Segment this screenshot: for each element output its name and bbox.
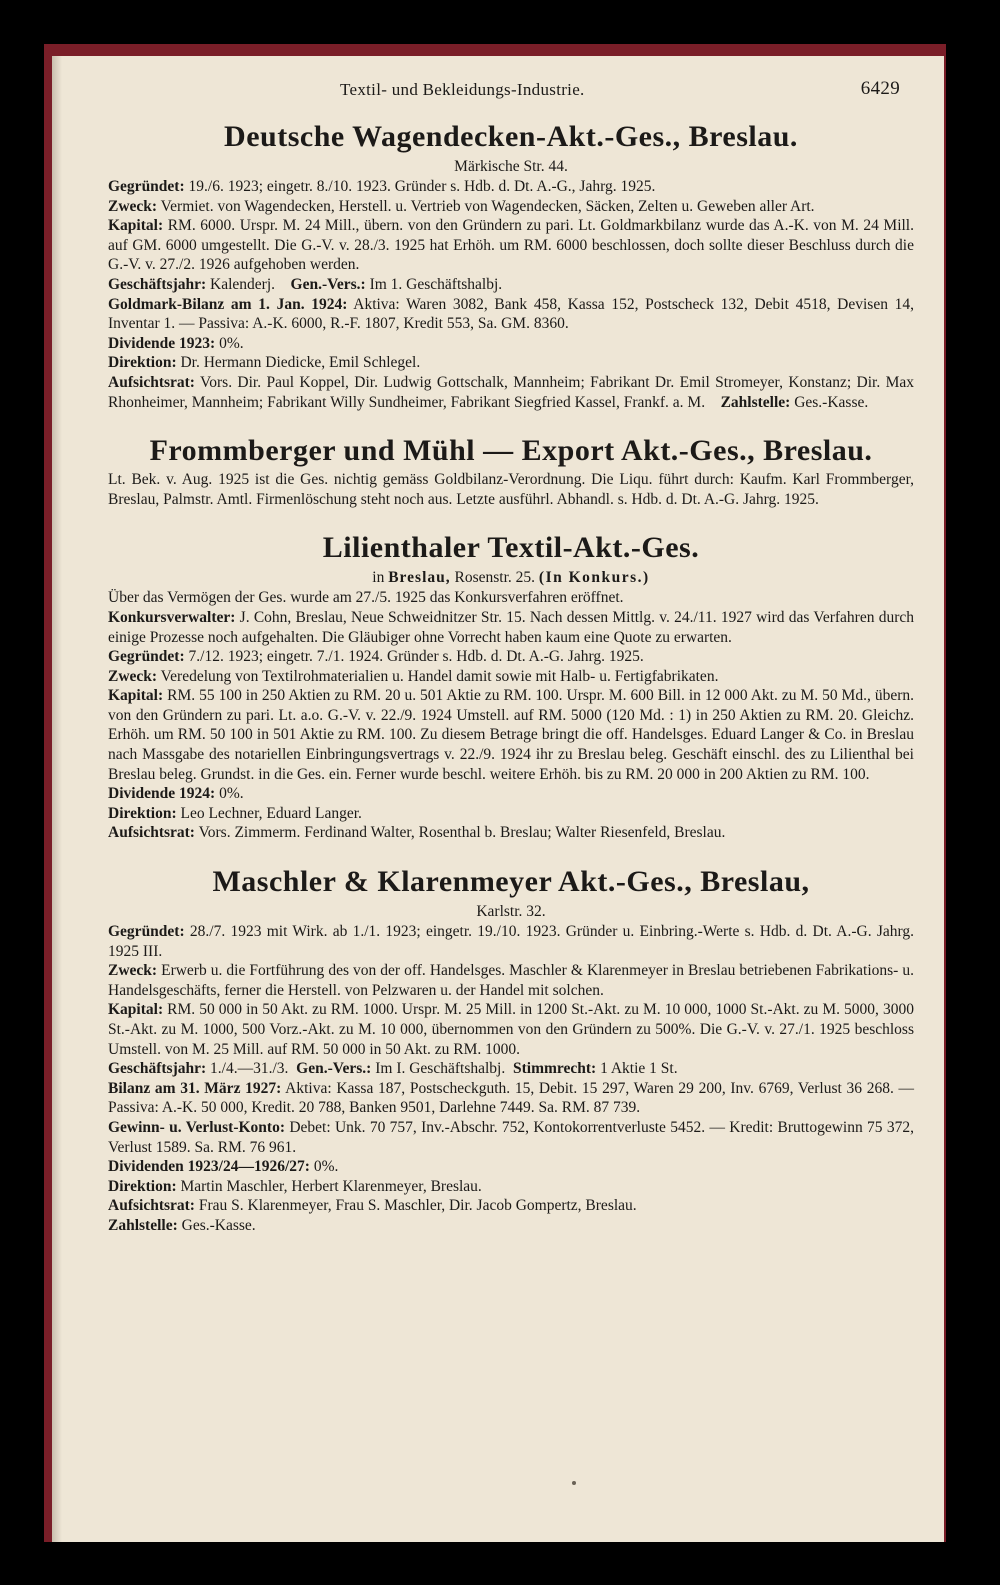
entry-label: Stimmrecht: — [512, 1060, 597, 1078]
entry-paying-agent — [108, 1216, 914, 1236]
entry-label: Zweck: — [108, 962, 158, 980]
entry-label: Direktion: — [108, 354, 177, 372]
entry-supervisory-board — [108, 373, 918, 412]
entry-notice: Über das Vermögen der Ges. wurde am 27./5. 1925 das Konkursverfahren eröffnet. — [108, 589, 624, 607]
entry-label: Geschäftsjahr: — [108, 275, 207, 293]
entry-label: Kapital: — [108, 1001, 164, 1019]
running-header — [108, 78, 914, 104]
entry-text: Vors. Zimmerm. Ferdinand Walter, Rosenthal b. Breslau; Walter Riesenfeld, Breslau. — [194, 824, 726, 842]
company-name: Deutsche Wagendecken-Akt.-Ges., Breslau. — [224, 120, 798, 153]
entry-text: 1./4.—31./3. — [206, 1060, 297, 1078]
entry-text: 0%. — [215, 334, 244, 352]
entry-label: Dividenden 1923/24—1926/27: — [108, 1158, 310, 1176]
entry-text: 1 Aktie 1 St. — [596, 1060, 678, 1078]
entry-label: Geschäftsjahr: — [108, 1060, 207, 1078]
entry-text: Leo Lechner, Eduard Langer. — [176, 804, 362, 822]
company-name: Maschler & Klarenmeyer Akt.-Ges., Breslau, — [212, 865, 810, 899]
entry-text: Ges.-Kasse. — [177, 1216, 256, 1234]
company-entry — [108, 120, 918, 412]
entry-label: Gegründet: — [108, 648, 185, 666]
entry-text: Aktiva: Waren 3082, Bank 458, Kassa 152, Postscheck 132, Debit 4518, Devisen 14, Inventar 1. — Passiva: A.-K. 6000, R.-F. 1807, Kredit 553, Sa. GM. 8360. — [108, 295, 914, 333]
entry-text: Im 1. Geschäftshalbj. — [365, 275, 503, 293]
entry-label: Gen.-Vers.: — [296, 1060, 372, 1078]
entry-text: Veredelung von Textilrohmaterialien u. Handel damit sowie mit Halb- u. Fertigfabrikaten. — [157, 667, 719, 685]
page-edge-shadow — [52, 56, 62, 1542]
address-city: Breslau, — [388, 569, 451, 587]
address-street: Rosenstr. 25. — [450, 569, 539, 587]
entry-text: J. Cohn, Breslau, Neue Schweidnitzer Str. 15. Nach dessen Mittlg. v. 24./11. 1927 wird das Verfahren durch einige Prozesse noch aufgehalten. Die Gläubiger ohne Vorrecht haben kaum eine Quote zu erwarten. — [108, 608, 914, 646]
entry-receiver — [108, 608, 914, 647]
entry-label: Bilanz am 31. März 1927: — [108, 1079, 282, 1097]
entry-label: Zahlstelle: — [720, 393, 791, 411]
entry-directors — [108, 353, 914, 373]
entry-purpose — [108, 197, 914, 217]
entry-directors — [108, 1177, 914, 1197]
entry-text: Ges.-Kasse. — [790, 393, 869, 411]
entry-purpose — [108, 667, 914, 687]
company-address — [108, 567, 914, 588]
entry-directors — [108, 804, 914, 824]
page-number: 6429 — [860, 78, 900, 99]
entry-text: Debet: Unk. 70 757, Inv.-Abschr. 752, Kontokorrentverluste 5452. — Kredit: Bruttogewinn 75 372, Verlust 1589. Sa. RM. 76 961. — [108, 1118, 914, 1156]
entry-label: Direktion: — [108, 804, 177, 822]
entry-notice: Lt. Bek. v. Aug. 1925 ist die Ges. nichtig gemäss Goldbilanz-Verordnung. Die Liqu. führt durch: Kaufm. Karl Frommberger, Breslau, Palmstr. Amtl. Firmenlöschung steht noch aus. Letzte ausführl. Abhandl. s. Hdb. d. Dt. A.-G. Jahrg. 1925. — [108, 471, 914, 508]
entry-text: Erwerb u. die Fortführung des von der off. Handelsges. Maschler & Klarenmeyer in Breslau betriebenen Fabrikations- u. Handelsgeschäfts, ferner die Herstell. von Pelzwaren u. der Handel mit solchen. — [108, 962, 914, 999]
running-title: Textil- und Bekleidungs-Industrie. — [340, 80, 585, 99]
entry-profit-loss — [108, 1118, 914, 1157]
entry-text: Aktiva: Kassa 187, Postscheckguth. 15, Debit. 15 297, Waren 29 200, Inv. 6769, Verlust 36 268. — Passiva: A.-K. 50 000, Kredit. 20 788, Banken 9501, Darlehne 7449. Sa. RM. 87 739. — [108, 1079, 915, 1117]
entry-balance — [108, 1079, 914, 1118]
entry-label: Goldmark-Bilanz am 1. Jan. 1924: — [108, 295, 348, 313]
status-badge: (In Konkurs.) — [538, 569, 650, 587]
entry-text: 19./6. 1923; eingetr. 8./10. 1923. Gründer s. Hdb. d. Dt. A.-G., Jahrg. 1925. — [184, 178, 656, 195]
entry-fiscal-year — [108, 1059, 914, 1079]
entry-label: Kapital: — [108, 217, 164, 235]
company-address: Karlstr. 32. — [476, 903, 546, 921]
entry-founded — [108, 647, 914, 667]
book-page — [52, 56, 944, 1542]
address-prefix: in — [372, 569, 389, 587]
entry-text: 28./7. 1923 mit Wirk. ab 1./1. 1923; eingetr. 19./10. 1923. Gründer u. Einbring.-Werte s. Hdb. d. Dt. A.-G. Jahrg. 1925 III. — [108, 923, 914, 960]
entry-text: 0%. — [309, 1158, 339, 1176]
entry-label: Zweck: — [108, 667, 158, 685]
entry-text: Im I. Geschäftshalbj. — [371, 1060, 513, 1078]
entry-balance — [108, 295, 914, 334]
entry-dividend — [108, 1157, 914, 1177]
company-entry — [108, 865, 914, 1236]
entry-text: RM. 6000. Urspr. M. 24 Mill., übern. von den Gründern zu pari. Lt. Goldmarkbilanz wurde das A.-K. von M. 24 Mill. auf GM. 6000 umgestellt. Die G.-V. v. 28./3. 1925 hat Erhöh. um RM. 6000 beschlossen, doch sollte dieser Beschluss durch die G.-V. v. 27./2. 1926 aufgehoben werden. — [108, 217, 914, 274]
entry-text: RM. 55 100 in 250 Aktien zu RM. 20 u. 501 Aktie zu RM. 100. Urspr. M. 600 Bill. in 12 000 Akt. zu M. 50 Md., übern. von den Gründern zu pari. Lt. a.o. G.-V. v. 22./9. 1924 Umstell. auf RM. 5000 (120 Md. : 1) in 250 Aktien zu RM. 20. Gleichz. Erhöh. um RM. 50 100 in 501 Aktie zu RM. 100. Zu diesem Betrage bringt die off. Handelsges. Eduard Langer & Co. in Breslau nach Massgabe des notariellen Einbringungsvertrags v. 22./9. 1924 ihr zu Breslau beleg. Geschäft einschl. des zu Lilienthal bei Breslau beleg. Grundst. in die Ges. ein. Ferner wurde beschl. weitere Erhöh. bis zu RM. 20 000 in 200 Aktien zu RM. 100. — [108, 687, 914, 783]
entry-label: Gegründet: — [108, 178, 185, 195]
entry-text: Dr. Hermann Diedicke, Emil Schlegel. — [176, 354, 421, 372]
entry-founded — [108, 177, 914, 197]
entry-fiscal-year — [108, 275, 914, 295]
company-entry — [108, 434, 914, 509]
entry-text: Vermiet. von Wagendecken, Herstell. u. Vertrieb von Wagendecken, Säcken, Zelten u. Geweben aller Art. — [157, 197, 815, 215]
entry-label: Direktion: — [108, 1177, 177, 1195]
entry-text: Vors. Dir. Paul Koppel, Dir. Ludwig Gottschalk, Mannheim; Fabrikant Dr. Emil Stromeyer, Konstanz; Dir. Max Rhonheimer, Mannheim; Fabrikant Willy Sundheimer, Fabrikant Siegfried Kassel, Frankf. a. M. — [108, 373, 918, 411]
company-address: Märkische Str. 44. — [454, 158, 568, 175]
entry-label: Dividende 1923: — [108, 334, 216, 352]
entry-label: Zahlstelle: — [108, 1216, 178, 1234]
entry-supervisory-board — [108, 1196, 914, 1216]
entry-text: Frau S. Klarenmeyer, Frau S. Maschler, Dir. Jacob Gompertz, Breslau. — [194, 1197, 637, 1215]
entry-label: Kapital: — [108, 687, 164, 705]
entry-label: Aufsichtsrat: — [108, 373, 195, 391]
entry-capital — [108, 216, 914, 275]
company-entry — [108, 531, 914, 843]
entry-dividend — [108, 784, 914, 804]
entry-label: Gegründet: — [108, 923, 185, 941]
entry-capital — [108, 686, 914, 784]
company-name: Lilienthaler Textil-Akt.-Ges. — [322, 531, 700, 565]
entry-text: 0%. — [215, 785, 244, 803]
entry-label: Konkursverwalter: — [108, 608, 236, 626]
entry-text: Martin Maschler, Herbert Klarenmeyer, Breslau. — [176, 1177, 482, 1195]
entry-dividend — [108, 334, 914, 354]
entry-capital — [108, 1000, 914, 1059]
entry-text: 7./12. 1923; eingetr. 7./1. 1924. Gründer s. Hdb. d. Dt. A.-G. Jahrg. 1925. — [184, 648, 644, 666]
entry-text: RM. 50 000 in 50 Akt. zu RM. 1000. Urspr. M. 25 Mill. in 1200 St.-Akt. zu M. 10 000, 1000 St.-Akt. zu M. 5000, 3000 St.-Akt. zu M. 1000, 500 Vorz.-Akt. zu M. 10 000, übernommen von den Gründern zu 500%. Die G.-V. v. 27./1. 1925 beschloss Umstell. von M. 25 Mill. auf RM. 50 000 in 50 Akt. zu RM. 1000. — [108, 1001, 914, 1058]
entry-supervisory-board — [108, 823, 914, 843]
entry-label: Gewinn- u. Verlust-Konto: — [108, 1118, 286, 1136]
entry-purpose — [108, 961, 914, 1000]
entry-label: Aufsichtsrat: — [108, 824, 195, 842]
entry-text: Kalenderj. — [206, 275, 291, 293]
company-name: Frommberger und Mühl — Export Akt.-Ges., Breslau. — [149, 434, 873, 468]
entry-label: Zweck: — [108, 197, 158, 215]
entry-founded — [108, 922, 914, 961]
entry-label: Dividende 1924: — [108, 785, 216, 803]
entry-label: Aufsichtsrat: — [108, 1197, 195, 1215]
entry-label: Gen.-Vers.: — [290, 275, 366, 293]
margin-dot — [572, 1481, 576, 1485]
